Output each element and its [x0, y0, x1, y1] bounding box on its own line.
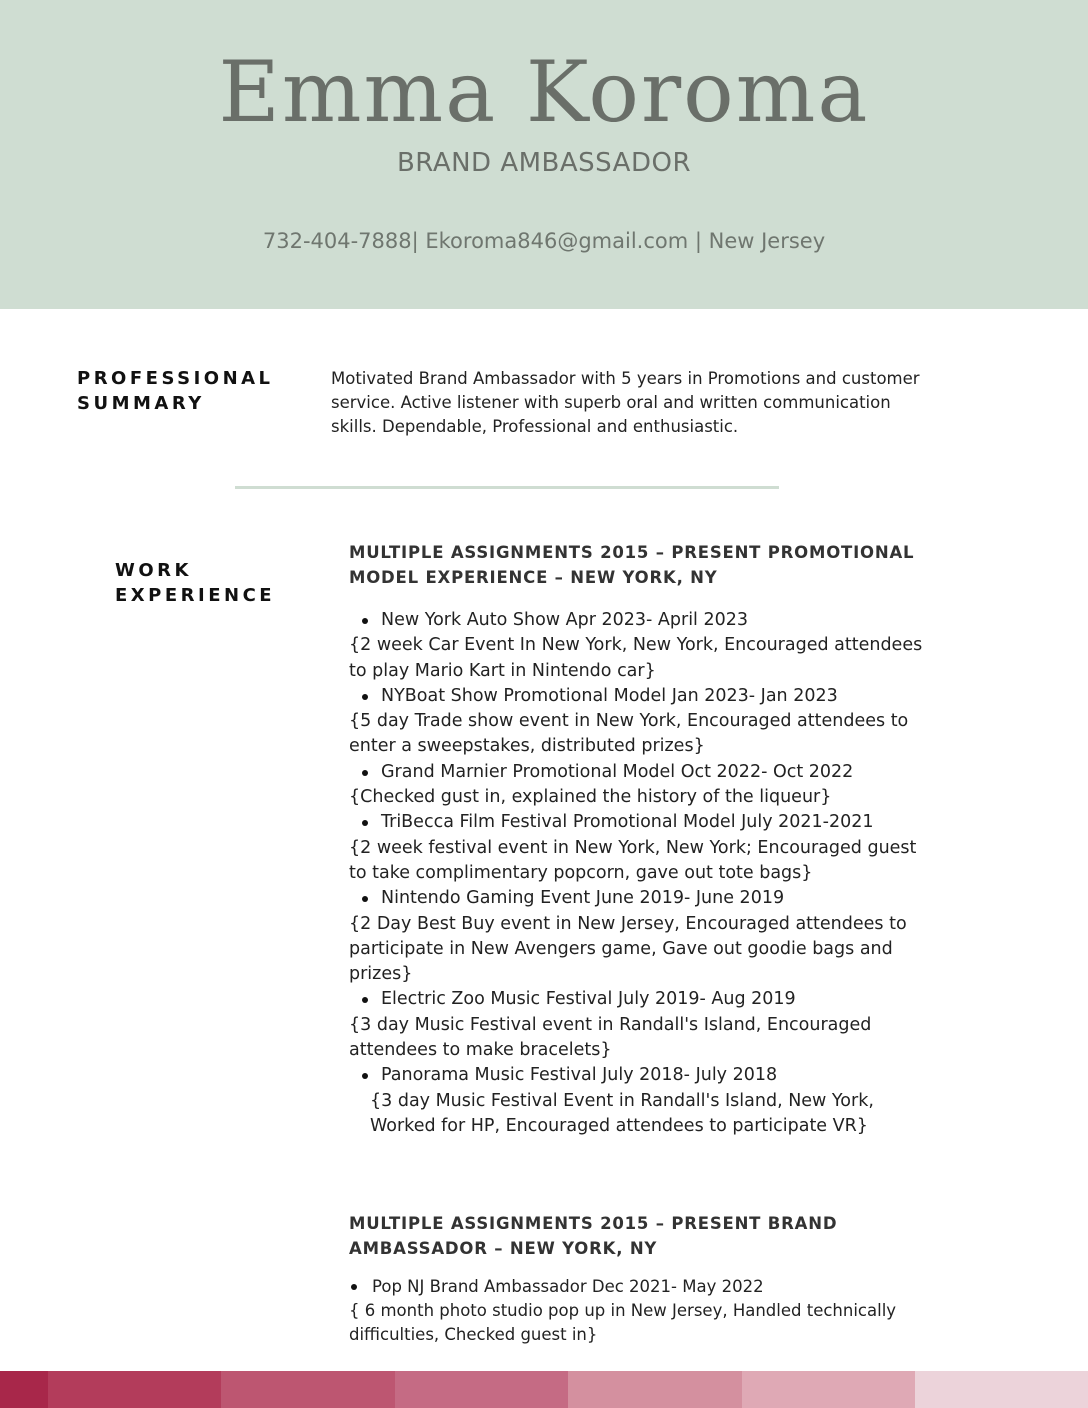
- list-item: [349, 608, 929, 684]
- footer-stripe: [48, 1371, 221, 1408]
- item-description: {2 week festival event in New York, New York; Encouraged guest to take complimentary popcorn, gave out tote bags}: [349, 837, 917, 883]
- bullet-icon: [351, 1284, 357, 1290]
- summary-heading: [77, 366, 274, 416]
- bullet-icon: [362, 1073, 368, 1079]
- list-item: [349, 684, 929, 760]
- item-heading: Panorama Music Festival July 2018- July 2018: [381, 1065, 778, 1086]
- job2-items: [349, 1275, 929, 1347]
- list-item: [349, 1275, 929, 1347]
- bullet-icon: [362, 770, 368, 776]
- bullet-icon: [362, 618, 368, 624]
- summary-heading-line1: PROFESSIONAL: [77, 368, 274, 389]
- item-description: {3 day Music Festival event in Randall's Island, Encouraged attendees to make bracelets}: [349, 1014, 872, 1061]
- list-item: [349, 810, 929, 886]
- list-item: [349, 886, 929, 987]
- header-banner: [0, 0, 1088, 309]
- experience-heading-line1: WORK: [115, 560, 192, 581]
- footer-stripe: [0, 1371, 48, 1408]
- job2-title: MULTIPLE ASSIGNMENTS 2015 – PRESENT BRAND AMBASSADOR – NEW YORK, NY: [349, 1214, 838, 1258]
- item-heading: NYBoat Show Promotional Model Jan 2023- Jan 2023: [381, 685, 838, 706]
- bullet-icon: [362, 820, 368, 826]
- bullet-icon: [362, 896, 368, 902]
- item-heading: Electric Zoo Music Festival July 2019- Aug 2019: [381, 989, 796, 1010]
- item-description: {3 day Music Festival Event in Randall's Island, New York, Worked for HP, Encouraged attendees to participate VR}: [370, 1090, 874, 1136]
- item-description: {5 day Trade show event in New York, Encouraged attendees to enter a sweepstakes, distributed prizes}: [349, 711, 909, 757]
- footer-stripes: [0, 1371, 1088, 1408]
- job-role: BRAND AMBASSADOR: [396, 148, 692, 178]
- contact-info: 732-404-7888| Ekoroma846@gmail.com | New Jersey: [262, 229, 826, 253]
- item-heading: New York Auto Show Apr 2023- April 2023: [381, 610, 749, 630]
- item-description: {2 Day Best Buy event in New Jersey, Encouraged attendees to participate in New Avengers game, Gave out goodie bags and prizes}: [349, 913, 907, 985]
- item-description: { 6 month photo studio pop up in New Jersey, Handled technically difficulties, Checked guest in}: [349, 1301, 897, 1344]
- summary-heading-line2: SUMMARY: [77, 393, 205, 414]
- list-item: [349, 1063, 929, 1139]
- section-divider: [235, 486, 779, 489]
- candidate-name: Emma Koroma: [218, 43, 870, 141]
- item-heading: Grand Marnier Promotional Model Oct 2022- Oct 2022: [381, 761, 854, 782]
- experience-heading-line2: EXPERIENCE: [115, 585, 276, 606]
- summary-text: Motivated Brand Ambassador with 5 years in Promotions and customer service. Active listener with superb oral and written communication skills. Dependable, Professional and enthusiastic.: [331, 369, 920, 436]
- bullet-icon: [362, 997, 368, 1003]
- item-description: {2 week Car Event In New York, New York, Encouraged attendees to play Mario Kart in Nintendo car}: [349, 635, 923, 681]
- list-item: [349, 760, 929, 811]
- footer-stripe: [221, 1371, 395, 1408]
- item-heading: Pop NJ Brand Ambassador Dec 2021- May 2022: [372, 1277, 764, 1296]
- footer-stripe: [742, 1371, 915, 1408]
- bullet-icon: [362, 694, 368, 700]
- item-heading: TriBecca Film Festival Promotional Model July 2021-2021: [381, 812, 874, 833]
- experience-heading: [115, 558, 275, 608]
- footer-stripe: [568, 1371, 742, 1408]
- job1-items: [349, 608, 929, 1139]
- item-heading: Nintendo Gaming Event June 2019- June 2019: [381, 888, 785, 909]
- item-description: {Checked gust in, explained the history of the liqueur}: [349, 787, 832, 808]
- footer-stripe: [395, 1371, 568, 1408]
- footer-stripe: [915, 1371, 1088, 1408]
- job1-title: MULTIPLE ASSIGNMENTS 2015 – PRESENT PROMOTIONAL MODEL EXPERIENCE – NEW YORK, NY: [349, 543, 915, 587]
- list-item: [349, 987, 929, 1063]
